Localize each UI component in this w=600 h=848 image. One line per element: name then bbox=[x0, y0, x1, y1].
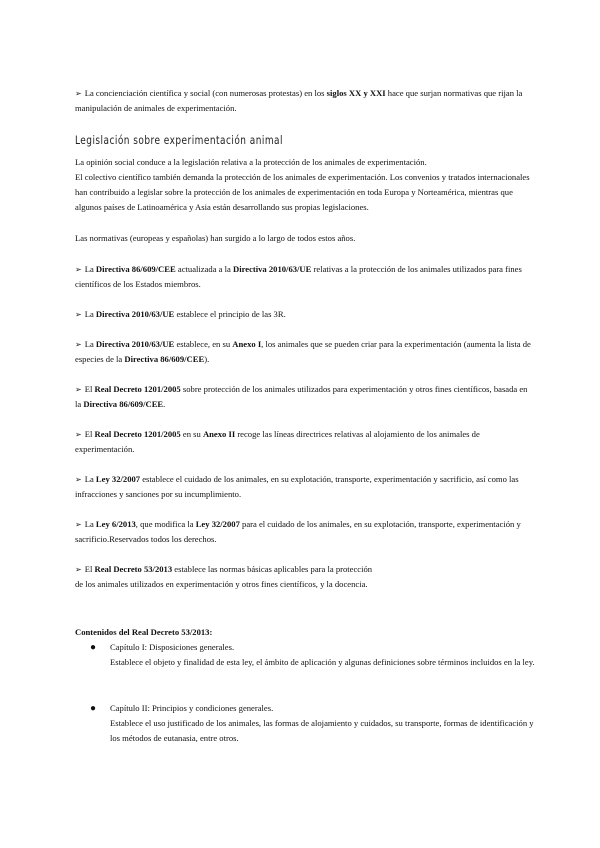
list-item-directiva-86: ➢ La Directiva 86/609/CEE actualizada a la Directiva 2010/63/UE relativas a la protección de los animales utilizados para fines científicos de los Estados miembros. bbox=[75, 264, 522, 289]
intro-paragraph: ➢ La concienciación científica y social (con numerosas protestas) en los siglos XX y XXI hace que surjan normativas que rijan la manipulación de animales de experimentación. bbox=[75, 88, 523, 113]
list-item-3r: ➢ La Directiva 2010/63/UE establece el principio de las 3R. bbox=[75, 309, 286, 319]
arrow-bullet-icon: ➢ bbox=[75, 475, 82, 484]
arrow-bullet-icon: ➢ bbox=[75, 265, 82, 274]
arrow-bullet-icon: ➢ bbox=[75, 520, 82, 529]
list-item-anexo-i: ➢ La Directiva 2010/63/UE establece, en su Anexo I, los animales que se pueden criar para la experimentación (aumenta la lista de especies de la Directiva 86/609/CEE). bbox=[75, 339, 531, 364]
arrow-bullet-icon: ➢ bbox=[75, 430, 82, 439]
arrow-bullet-icon: ➢ bbox=[75, 340, 82, 349]
arrow-bullet-icon: ➢ bbox=[75, 310, 82, 319]
list-item-rd-53-2013: ➢ El Real Decreto 53/2013 establece las normas básicas aplicables para la protección de los animales utilizados en experimentación y otros fines científicos, y la docencia. bbox=[75, 564, 373, 589]
arrow-bullet-icon: ➢ bbox=[75, 385, 82, 394]
social-paragraph: La opinión social conduce a la legislación relativa a la protección de los animales de experimentación. El colectivo científico también demanda la protección de los animales de experimentación. Los convenios y tratados internacionales han contribuido a legislar sobre la protección de los animales de experimentación en toda Europa y Norteamérica, mientras que algunos países de Latinoamérica y Asia están desarrollando sus propias legislaciones. bbox=[75, 157, 530, 212]
chapter-item-2: ● Capítulo II: Principios y condiciones generales. Establece el uso justificado de los animales, las formas de alojamiento y cuidados, su transporte, formas de identificación y los métodos de eutanasia, entre otros. bbox=[90, 703, 534, 743]
contents-title: Contenidos del Real Decreto 53/2013: bbox=[75, 627, 213, 637]
chapter-item-1: ● Capítulo I: Disposiciones generales. Establece el objeto y finalidad de esta ley, el ámbito de aplicación y algunas definiciones sobre términos incluidos en la ley. bbox=[90, 642, 535, 667]
bullet-icon: ● bbox=[90, 703, 97, 714]
normativas-paragraph: Las normativas (europeas y españolas) han surgido a lo largo de todos estos años. bbox=[75, 233, 356, 243]
list-item-rd-1201: ➢ El Real Decreto 1201/2005 sobre protección de los animales utilizados para experimentación y otros fines científicos, basada en la Directiva 86/609/CEE. bbox=[75, 384, 528, 409]
arrow-bullet-icon: ➢ bbox=[75, 565, 82, 574]
list-item-ley-32-2007: ➢ La Ley 32/2007 establece el cuidado de los animales, en su explotación, transporte, experimentación y sacrificio, así como las infracciones y sanciones por su incumplimiento. bbox=[75, 474, 519, 499]
list-item-anexo-ii: ➢ El Real Decreto 1201/2005 en su Anexo II recoge las líneas directrices relativas al alojamiento de los animales de experimentación. bbox=[75, 429, 480, 454]
bullet-icon: ● bbox=[90, 642, 97, 653]
list-item-ley-6-2013: ➢ La Ley 6/2013, que modifica la Ley 32/2007 para el cuidado de los animales, en su explotación, transporte, experimentación y sacrificio.Reservados todos los derechos. bbox=[75, 519, 521, 544]
arrow-bullet-icon: ➢ bbox=[75, 89, 82, 98]
section-heading: Legislación sobre experimentación animal bbox=[75, 133, 283, 147]
